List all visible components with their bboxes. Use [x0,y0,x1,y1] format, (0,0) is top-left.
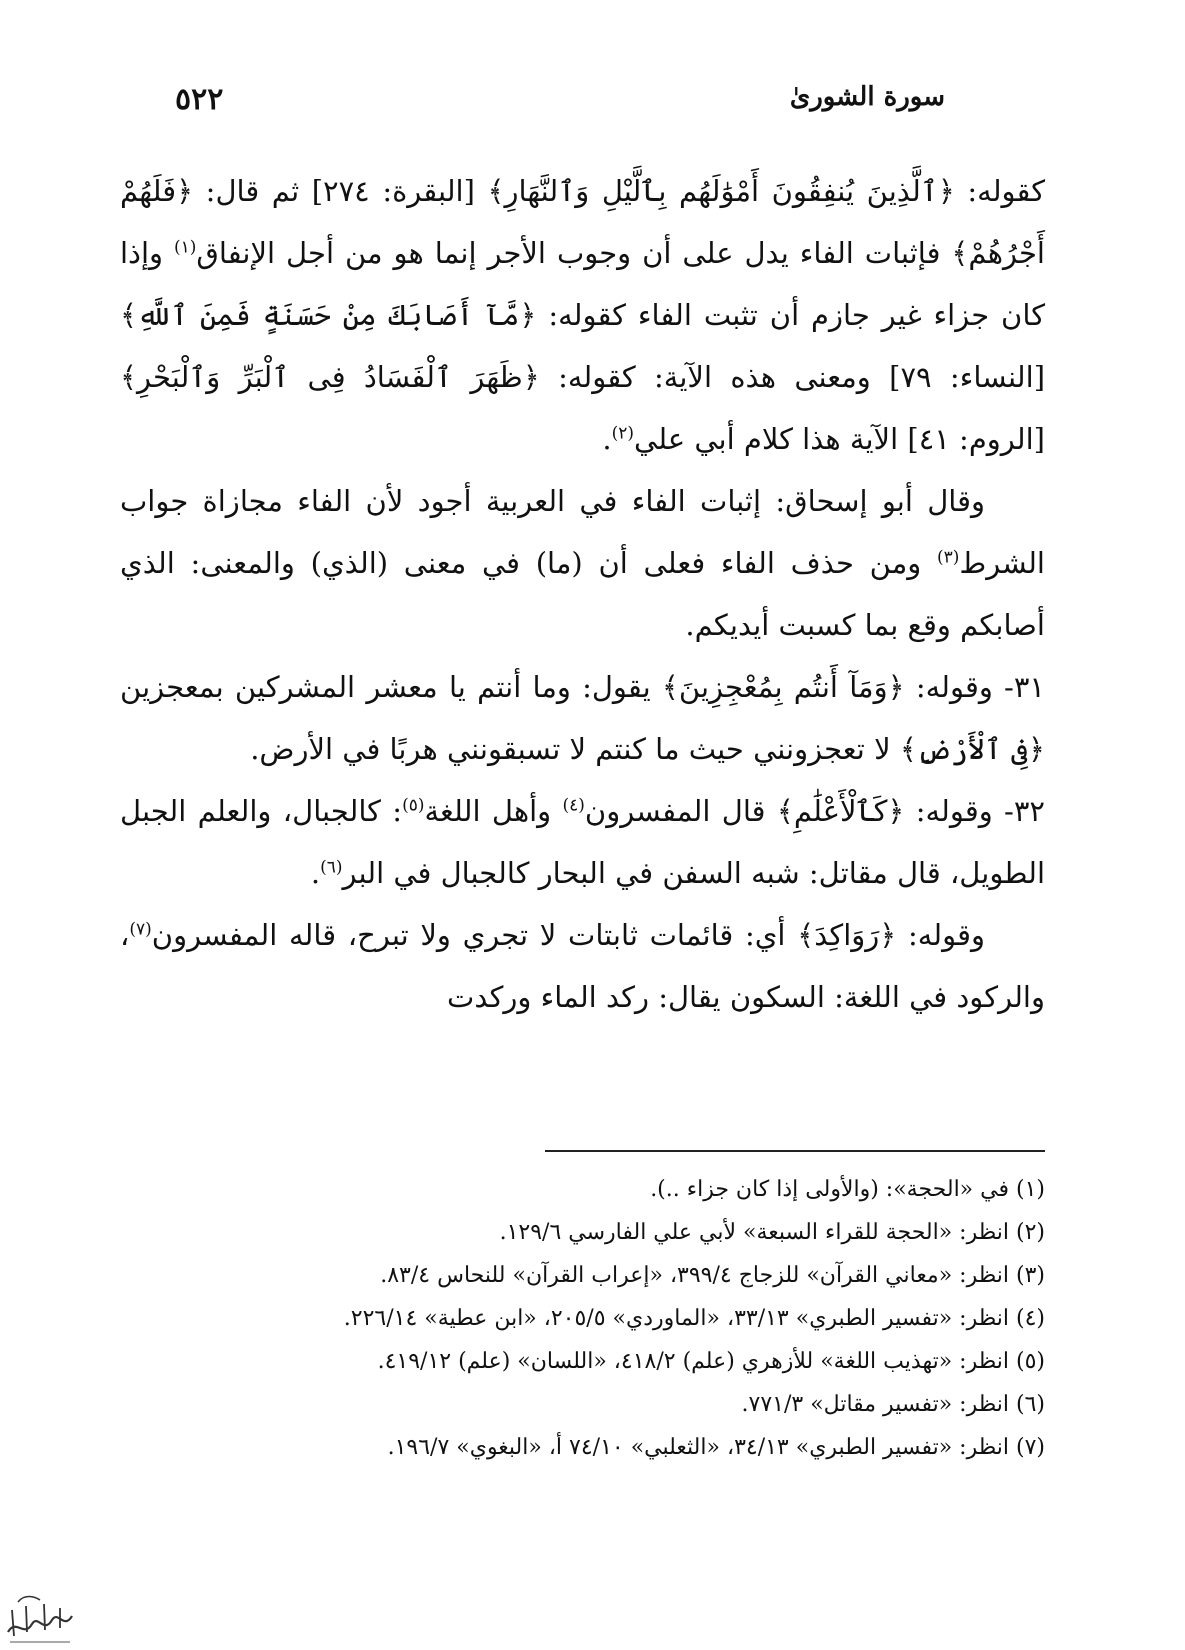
text-span: قال المفسرون [584,794,777,828]
footnote-ref: (١) [174,237,197,258]
text-span: ٣٢- وقوله: [904,794,1045,828]
footnote-ref: (٤) [562,795,585,816]
footnote-ref: (٢) [611,423,635,444]
text-span: وإذا كان جزاء غير جازم أن تثبت الفاء كقوله: [120,236,1045,332]
text-span: وقال أبو إسحاق: إثبات الفاء في العربية أجود لأن الفاء مجازاة جواب الشرط [120,484,1045,580]
footnote: (٣) انظر: «معاني القرآن» للزجاج ٣٩٩/٤، «إعراب القرآن» للنحاس ٨٣/٤. [380,1263,1045,1288]
text-span: [البقرة: ٢٧٤] ثم قال: [193,174,488,208]
text-span: فإثبات الفاء يدل على أن وجوب الأجر إنما هو من أجل الإنفاق [196,236,952,270]
quran-quote: ﴿مَّآ أَصَابَكَ مِنْ حَسَنَةٍ فَمِنَ ٱللَّهِ﴾ [120,298,537,332]
footnote-ref: (٥) [402,795,425,816]
footnote: (٤) انظر: «تفسير الطبري» ٣٣/١٣، «الماوردي» ٢٠٥/٥، «ابن عطية» ٢٢٦/١٤. [343,1306,1045,1331]
text-span: وأهل اللغة [424,794,563,828]
footnote: (٥) انظر: «تهذيب اللغة» للأزهري (علم) ٤١٨/٢، «اللسان» (علم) ٤١٩/١٢. [377,1349,1045,1374]
text-span: وقوله: [896,918,985,952]
footnote-ref: (٣) [936,547,960,568]
text-span: ، والركود في اللغة: السكون يقال: ركد الماء وركدت [120,918,1045,1014]
watermark-logo [0,1580,80,1650]
text-span: . [602,422,612,456]
footnote-ref: (٦) [320,857,343,878]
paragraph-3 [120,656,1045,780]
text-span: يقول: وما أنتم يا معشر المشركين بمعجزين [120,670,662,704]
quran-quote: ﴿كَٱلْأَعْلَٰمِ﴾ [776,794,905,828]
text-span: [النساء: ٧٩] ومعنى هذه الآية: كقوله: [539,360,1046,394]
text-span: لا تعجزونني حيث ما كنتم لا تسبقونني هربًا في الأرض. [250,732,900,766]
footnote-ref: (٧) [129,919,152,940]
quran-quote: ﴿ظَهَرَ ٱلْفَسَادُ فِى ٱلْبَرِّ وَٱلْبَحْرِ﴾ [120,360,540,394]
paragraph-4 [120,780,1045,904]
footnotes [120,1168,1045,1469]
quran-quote: ﴿فِى ٱلْأَرْضِ﴾ [899,732,1045,766]
page-header [140,78,1045,128]
text-span: [الروم: ٤١] الآية هذا كلام أبي علي [634,422,1045,456]
running-title: سورة الشورىٰ [789,82,945,112]
quran-quote: ﴿ٱلَّذِينَ يُنفِقُونَ أَمْوَٰلَهُم بِٱلَّيْلِ وَٱلنَّهَارِ﴾ [487,174,955,208]
text-span: . [310,856,321,890]
text-span: كقوله: [954,174,1045,208]
footnote: (٦) انظر: «تفسير مقاتل» ٧٧١/٣. [741,1392,1045,1417]
quran-quote: ﴿فَلَهُمْ أَجْرُهُمْ﴾ [120,174,1045,270]
text-span: : كالجبال، والعلم الجبل الطويل، قال مقاتل: شبه السفن في البحار كالجبال في البر [120,794,1045,890]
paragraph-2 [120,470,1045,656]
footnote: (٧) انظر: «تفسير الطبري» ٣٤/١٣، «الثعلبي» ٧٤/١٠ أ، «البغوي» ١٩٦/٧. [387,1435,1045,1460]
text-span: ٣١- وقوله: [904,670,1046,704]
text-span: أي: قائمات ثابتات لا تجري ولا تبرح، قاله المفسرون [151,918,798,952]
paragraph-1 [120,160,1045,470]
footnote-divider [545,1150,1045,1152]
paragraph-5 [120,904,1045,1028]
text-span: ومن حذف الفاء فعلى أن (ما) في معنى (الذي) والمعنى: الذي أصابكم وقع بما كسبت أيديكم. [120,546,1045,642]
main-text [120,160,1045,1028]
footnote: (١) في «الحجة»: (والأولى إذا كان جزاء ..). [650,1177,1045,1202]
quran-quote: ﴿وَمَآ أَنتُم بِمُعْجِزِينَ﴾ [661,670,905,704]
footnote: (٢) انظر: «الحجة للقراء السبعة» لأبي علي الفارسي ١٢٩/٦. [499,1220,1045,1245]
page-number: ٥٢٢ [175,82,224,117]
quran-quote: ﴿رَوَاكِدَ﴾ [797,918,897,952]
